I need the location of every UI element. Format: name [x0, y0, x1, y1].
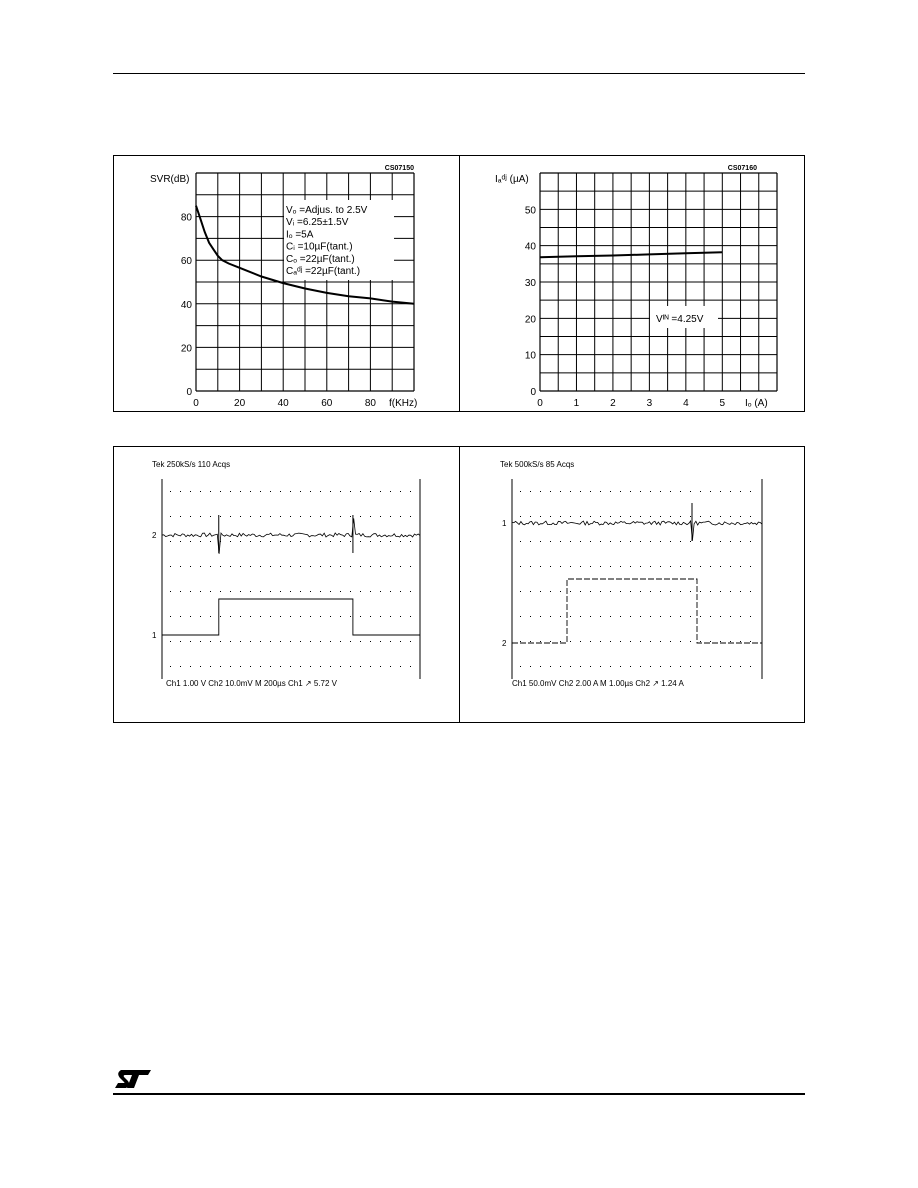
annotation-line: Cₐᵈʲ =22µF(tant.)	[286, 266, 361, 277]
y-tick-label: 0	[529, 387, 536, 398]
chart-code: CS07150	[384, 165, 414, 172]
scope-footer: Ch1 1.00 V Ch2 10.0mV M 200µs Ch1 ↗ 5.72 V	[166, 679, 337, 688]
y-tick-label: 20	[524, 314, 536, 326]
y-tick-label: 10	[524, 350, 536, 362]
annotation-line: Iₒ =5A	[286, 229, 314, 241]
x-tick-label: 20	[234, 398, 246, 409]
x-tick-label: 2	[609, 398, 616, 409]
x-tick-label: 3	[646, 398, 652, 409]
st-logo	[113, 1068, 153, 1090]
channel-marker: 2	[152, 531, 157, 540]
scope-panel-right	[460, 447, 805, 722]
annotation-line: Cᵢ =10µF(tant.)	[286, 241, 353, 253]
graphs-row	[113, 155, 805, 412]
trace-ripple	[162, 518, 420, 554]
iadj-chart	[460, 156, 805, 411]
annotation-line: Vₒ =Adjus. to 2.5V	[286, 205, 368, 216]
footer-rule	[113, 1093, 805, 1095]
scope-row	[113, 446, 805, 723]
x-axis-label: Iₒ (A)	[744, 398, 768, 409]
annotation-line: Cₒ =22µF(tant.)	[286, 253, 355, 265]
scope-capture-left	[114, 447, 459, 722]
channel-marker: 1	[501, 519, 506, 528]
x-tick-label: 4	[682, 398, 689, 409]
chart-code: CS07160	[727, 165, 757, 172]
scope-panel-left	[114, 447, 460, 722]
x-tick-label: 60	[321, 398, 333, 409]
x-axis-label: f(KHz)	[389, 398, 418, 409]
x-tick-label: 0	[193, 398, 199, 409]
scope-capture-right	[460, 447, 805, 722]
header-rule	[113, 73, 805, 74]
annotation-line: Vᵢ =6.25±1.5V	[286, 217, 349, 229]
y-tick-label: 40	[180, 299, 192, 311]
x-tick-label: 0	[536, 398, 543, 409]
trace-ripple	[512, 521, 762, 541]
scope-header: Tek 250kS/s 110 Acqs	[152, 460, 231, 469]
svr-chart-panel	[114, 156, 460, 411]
iadj-chart-panel	[460, 156, 805, 411]
annotation-line: Vᴵᴺ =4.25V	[655, 314, 703, 325]
channel-marker: 1	[152, 631, 157, 640]
y-tick-label: 60	[180, 256, 192, 268]
trace-pulse	[512, 579, 762, 643]
channel-marker: 2	[501, 639, 506, 648]
svr-chart	[114, 156, 459, 411]
y-tick-label: 30	[524, 278, 536, 289]
y-tick-label: 80	[180, 212, 192, 224]
scope-footer: Ch1 50.0mV Ch2 2.00 A M 1.00µs Ch2 ↗ 1.24 A	[511, 679, 684, 688]
y-tick-label: 40	[524, 241, 536, 253]
y-tick-label: 0	[186, 387, 192, 398]
scope-header: Tek 500kS/s 85 Acqs	[499, 460, 574, 469]
x-tick-label: 5	[719, 398, 725, 409]
x-tick-label: 80	[364, 398, 376, 409]
x-tick-label: 1	[573, 398, 579, 409]
y-axis-label: Iₐᵈʲ (µA)	[494, 174, 529, 185]
y-tick-label: 50	[524, 205, 536, 217]
y-axis-label: SVR(dB)	[150, 174, 190, 185]
x-tick-label: 40	[277, 398, 289, 409]
y-tick-label: 20	[180, 343, 192, 355]
